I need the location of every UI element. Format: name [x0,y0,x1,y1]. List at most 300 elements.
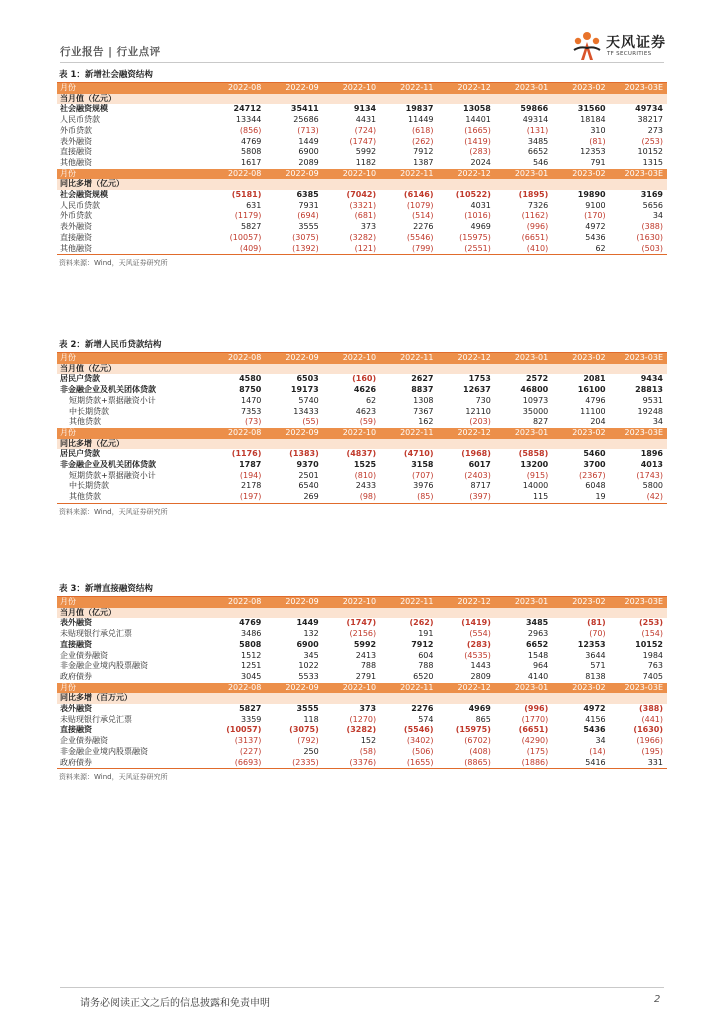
value-cell: (98) [359,492,377,502]
value-cell: 5460 [583,449,606,459]
section-header-row [57,94,667,105]
month-header-cell: 2022-08 [208,353,265,364]
value-cell: 269 [303,492,319,502]
value-cell: (1392) [292,243,319,253]
value-cell: (6146) [403,190,434,200]
month-header-cell: 2022-11 [380,353,437,364]
section-label: 同比多增（百万元） [57,693,667,704]
value-cell: (195) [641,746,663,756]
row-label: 非金融企业境内股票融资 [60,746,148,756]
value-cell: (131) [526,125,549,135]
row-label: 直接融资 [60,147,92,157]
row-label: 外币贷款 [60,125,92,135]
value-cell: (253) [638,618,663,628]
table-row [57,704,667,715]
header-divider [60,62,664,63]
value-cell: 5800 [642,481,663,491]
value-cell: 34 [652,417,663,427]
month-header-label: 月份 [57,83,208,94]
month-header-cell: 2022-10 [323,683,380,694]
value-cell: (1176) [231,449,262,459]
value-cell: 4031 [470,200,491,210]
value-cell: 9134 [353,104,377,114]
month-header-cell: 2022-12 [438,428,495,439]
value-cell: (996) [526,222,549,232]
value-cell: 12110 [465,406,491,416]
value-cell: 62 [595,243,606,253]
value-cell: (5546) [406,232,434,242]
section-label: 当月值（亿元） [57,608,667,619]
value-cell: (1179) [234,211,262,221]
value-cell: 13344 [235,115,262,125]
value-cell: (154) [641,629,663,639]
value-cell: 1984 [642,650,663,660]
value-cell: 5436 [585,232,606,242]
value-cell: 4969 [468,704,491,714]
month-header-cell: 2022-11 [380,683,437,694]
value-cell: (10057) [229,232,262,242]
value-cell: 19173 [290,385,319,395]
value-cell: (1966) [636,736,663,746]
value-cell: 9434 [640,374,663,384]
table-bottom-rule [57,768,667,769]
value-cell: (409) [239,243,262,253]
month-header-label: 月份 [57,169,208,180]
row-label: 其他贷款 [69,492,101,502]
month-header-cell: 2022-11 [380,83,437,94]
value-cell: (10522) [455,190,491,200]
row-label: 其他融资 [60,157,92,167]
value-cell: 8750 [239,385,262,395]
value-cell: (1419) [464,136,491,146]
value-cell: 373 [360,222,377,232]
month-header-cell: 2022-08 [208,428,265,439]
month-header-cell: 2023-02 [552,428,609,439]
value-cell: (5858) [518,449,549,459]
row-label: 非金融企业及机关团体贷款 [60,385,156,395]
value-cell: 24712 [233,104,262,114]
row-label: 短期贷款+票据融资小计 [69,470,156,480]
table-row [57,747,667,758]
data-table [57,597,667,768]
section-header-row [57,608,667,619]
value-cell: 310 [590,125,606,135]
value-cell: 18184 [580,115,606,125]
value-cell: (227) [239,746,262,756]
table-2-block [57,338,667,517]
value-cell: 2081 [583,374,606,384]
value-cell: (3321) [349,200,377,210]
month-header-cell: 2022-08 [208,83,265,94]
value-cell: (810) [354,470,377,480]
value-cell: 4972 [585,222,606,232]
value-cell: 604 [418,650,434,660]
value-cell: 14401 [465,115,491,125]
value-cell: (121) [354,243,377,253]
value-cell: (2367) [579,470,606,480]
value-cell: 3485 [525,618,549,628]
value-cell: 3555 [298,222,319,232]
value-cell: (5546) [403,725,434,735]
value-cell: (1270) [349,714,377,724]
value-cell: 3045 [241,671,262,681]
table-row [57,190,667,201]
row-label: 社会融资规模 [60,190,108,200]
month-header-cell: 2023-02 [552,83,609,94]
value-cell: (1747) [349,136,377,146]
value-cell: 2276 [413,222,434,232]
value-cell: (408) [469,746,491,756]
value-cell: (1630) [633,725,663,735]
value-cell: 38217 [637,115,663,125]
month-header-cell: 2022-09 [265,597,322,608]
value-cell: (3075) [289,725,319,735]
table-source-note: 资料来源：Wind，天风证券研究所 [59,507,168,516]
value-cell: 16100 [577,385,606,395]
month-header-cell: 2023-01 [495,683,552,694]
value-cell: 6900 [296,639,319,649]
value-cell: (707) [411,470,434,480]
value-cell: 3169 [640,190,663,200]
row-label: 社会融资规模 [60,104,108,114]
value-cell: (58) [359,746,377,756]
value-cell: 1548 [527,650,549,660]
value-cell: (1968) [461,449,491,459]
value-cell: 12637 [463,385,491,395]
month-header-cell: 2023-03E [610,428,667,439]
value-cell: 730 [475,395,491,405]
value-cell: (1895) [518,190,549,200]
value-cell: 3700 [583,460,606,470]
month-header-row [57,83,667,94]
value-cell: (388) [638,704,663,714]
row-label: 表外融资 [60,704,92,714]
value-cell: (81) [589,136,606,146]
value-cell: (506) [411,746,434,756]
table-row [57,137,667,148]
row-label: 表外融资 [60,618,92,628]
value-cell: (160) [352,374,377,384]
value-cell: (81) [587,618,606,628]
value-cell: 34 [595,736,606,746]
value-cell: 788 [418,661,434,671]
value-cell: 4626 [353,385,377,395]
value-cell: 2024 [470,157,491,167]
table-row [57,126,667,137]
table-row [57,758,667,769]
value-cell: (253) [641,136,663,146]
table-row [57,481,667,492]
value-cell: 2501 [298,470,319,480]
value-cell: (1770) [521,714,549,724]
table-row [57,115,667,126]
value-cell: 1512 [241,650,262,660]
value-cell: 546 [532,157,549,167]
value-cell: 2089 [298,157,319,167]
table-row [57,672,667,683]
value-cell: (7042) [346,190,377,200]
value-cell: 2572 [525,374,549,384]
month-header-cell: 2022-11 [380,169,437,180]
table-title: 表 1：新增社会融资结构 [59,70,153,80]
value-cell: 5436 [583,725,606,735]
value-cell: 6652 [525,639,549,649]
value-cell: 4140 [527,671,549,681]
month-header-cell: 2023-02 [552,683,609,694]
value-cell: (503) [641,243,663,253]
month-header-cell: 2022-11 [380,597,437,608]
value-cell: 5808 [239,639,262,649]
row-label: 人民币贷款 [60,200,100,210]
table-row [57,471,667,482]
month-header-cell: 2023-02 [552,169,609,180]
value-cell: 2791 [355,671,377,681]
value-cell: (14) [589,746,606,756]
value-cell: (3282) [349,232,377,242]
section-label: 当月值（亿元） [57,364,667,375]
value-cell: (8865) [464,757,491,767]
value-cell: 6017 [468,460,491,470]
report-type-title: 行业报告 | 行业点评 [60,46,161,58]
value-cell: 9370 [296,460,319,470]
value-cell: 5533 [298,671,319,681]
row-label: 未贴现银行承兑汇票 [60,714,132,724]
value-cell: 1896 [640,449,663,459]
value-cell: 1443 [470,661,491,671]
value-cell: (397) [469,492,491,502]
month-header-cell: 2022-12 [438,169,495,180]
value-cell: 3486 [241,629,262,639]
page-number: 2 [654,994,661,1005]
value-cell: (2403) [464,470,491,480]
row-label: 短期贷款+票据融资小计 [69,395,156,405]
table-row [57,640,667,651]
month-header-row [57,597,667,608]
value-cell: (1743) [636,470,663,480]
value-cell: 19248 [637,406,663,416]
table-source-note: 资料来源：Wind，天风证券研究所 [59,259,168,268]
value-cell: 631 [246,200,262,210]
value-cell: (618) [411,125,434,135]
table-row [57,211,667,222]
value-cell: 6520 [413,671,434,681]
value-cell: (6651) [521,232,549,242]
value-cell: 9100 [585,200,606,210]
table-row [57,374,667,385]
value-cell: (262) [409,618,434,628]
value-cell: 191 [418,629,434,639]
month-header-cell: 2022-08 [208,169,265,180]
value-cell: 1753 [468,374,491,384]
value-cell: 7353 [241,406,262,416]
value-cell: 10152 [637,147,663,157]
value-cell: 5827 [239,704,262,714]
value-cell: 19890 [577,190,606,200]
value-cell: (3402) [406,736,434,746]
table-row [57,736,667,747]
value-cell: (197) [239,492,262,502]
row-label: 直接融资 [60,725,92,735]
row-label: 直接融资 [60,639,92,649]
value-cell: (3075) [292,232,319,242]
value-cell: 2963 [527,629,549,639]
table-row [57,725,667,736]
month-header-row [57,428,667,439]
value-cell: (70) [589,629,606,639]
value-cell: 19837 [405,104,434,114]
value-cell: 9531 [642,395,663,405]
month-header-cell: 2022-10 [323,428,380,439]
month-header-cell: 2022-12 [438,597,495,608]
value-cell: (388) [641,222,663,232]
value-cell: (1630) [636,232,663,242]
value-cell: 345 [303,650,319,660]
value-cell: 5992 [353,639,377,649]
value-cell: 204 [590,417,606,427]
value-cell: (4837) [346,449,377,459]
data-table [57,83,667,254]
table-row [57,460,667,471]
value-cell: 6652 [527,147,549,157]
value-cell: 10973 [522,395,549,405]
value-cell: 59866 [520,104,549,114]
value-cell: 250 [303,746,319,756]
row-label: 表外融资 [60,136,92,146]
value-cell: 1787 [239,460,262,470]
row-label: 政府债券 [60,757,92,767]
disclaimer-note: 请务必阅读正文之后的信息披露和免责申明 [80,998,270,1009]
value-cell: 1470 [241,395,262,405]
value-cell: 574 [418,714,434,724]
value-cell: (1162) [521,211,549,221]
value-cell: (10057) [226,725,262,735]
value-cell: (1665) [464,125,491,135]
month-header-cell: 2022-12 [438,353,495,364]
value-cell: (1655) [406,757,434,767]
value-cell: 49314 [522,115,549,125]
row-label: 人民币贷款 [60,115,100,125]
month-header-row [57,353,667,364]
value-cell: 4013 [640,460,663,470]
value-cell: 12353 [577,639,606,649]
value-cell: 6385 [296,190,319,200]
value-cell: 1308 [413,395,434,405]
value-cell: 5992 [355,147,377,157]
value-cell: (170) [584,211,606,221]
table-row [57,618,667,629]
value-cell: 13433 [293,406,319,416]
value-cell: (6693) [234,757,262,767]
value-cell: 4580 [239,374,262,384]
value-cell: 7931 [298,200,319,210]
value-cell: (694) [297,211,319,221]
month-header-cell: 2022-09 [265,428,322,439]
month-header-cell: 2023-01 [495,597,552,608]
value-cell: 13200 [520,460,549,470]
value-cell: (3137) [234,736,262,746]
value-cell: (1016) [464,211,491,221]
value-cell: 4623 [355,406,377,416]
value-cell: 35000 [522,406,549,416]
value-cell: 373 [359,704,377,714]
value-cell: 4769 [241,136,262,146]
value-cell: 4431 [355,115,377,125]
row-label: 企业债券融资 [60,736,108,746]
value-cell: 3976 [413,481,434,491]
month-header-cell: 2022-09 [265,169,322,180]
value-cell: (55) [302,417,319,427]
table-row [57,396,667,407]
value-cell: 4796 [585,395,606,405]
value-cell: 788 [360,661,377,671]
value-cell: (4290) [521,736,549,746]
table-row [57,407,667,418]
value-cell: 3644 [585,650,606,660]
month-header-label: 月份 [57,683,208,694]
value-cell: 865 [475,714,491,724]
value-cell: 1182 [355,157,377,167]
value-cell: 5740 [298,395,319,405]
row-label: 中长期贷款 [69,406,109,416]
row-label: 政府债券 [60,671,92,681]
month-header-cell: 2022-12 [438,683,495,694]
value-cell: 5656 [642,200,663,210]
value-cell: 8837 [411,385,434,395]
value-cell: (2335) [292,757,319,767]
value-cell: 763 [647,661,663,671]
value-cell: 4969 [470,222,491,232]
month-header-cell: 2022-10 [323,597,380,608]
row-label: 居民户贷款 [60,374,100,384]
value-cell: 4156 [585,714,606,724]
table-row [57,385,667,396]
value-cell: 12353 [580,147,606,157]
value-cell: 31560 [577,104,606,114]
value-cell: (15975) [459,232,491,242]
value-cell: 7326 [527,200,549,210]
section-label: 同比多增（亿元） [57,439,667,450]
table-row [57,715,667,726]
value-cell: 8138 [585,671,606,681]
value-cell: 25686 [293,115,319,125]
value-cell: (1383) [289,449,319,459]
value-cell: 34 [652,211,663,221]
month-header-cell: 2022-08 [208,597,265,608]
table-bottom-rule [57,503,667,504]
month-header-cell: 2022-10 [323,353,380,364]
table-row [57,417,667,428]
company-logo [570,30,680,62]
value-cell: (1886) [521,757,549,767]
table-row [57,222,667,233]
value-cell: (2551) [464,243,491,253]
value-cell: (59) [359,417,377,427]
value-cell: (2156) [349,629,377,639]
month-header-cell: 2022-10 [323,169,380,180]
month-header-cell: 2022-09 [265,353,322,364]
value-cell: 2276 [411,704,434,714]
month-header-cell: 2023-02 [552,597,609,608]
month-header-cell: 2023-01 [495,83,552,94]
value-cell: (6702) [464,736,491,746]
value-cell: 5808 [241,147,262,157]
value-cell: 571 [590,661,606,671]
value-cell: (283) [466,639,491,649]
value-cell: (799) [411,243,434,253]
table-row [57,147,667,158]
value-cell: (724) [354,125,377,135]
value-cell: 1251 [241,661,262,671]
